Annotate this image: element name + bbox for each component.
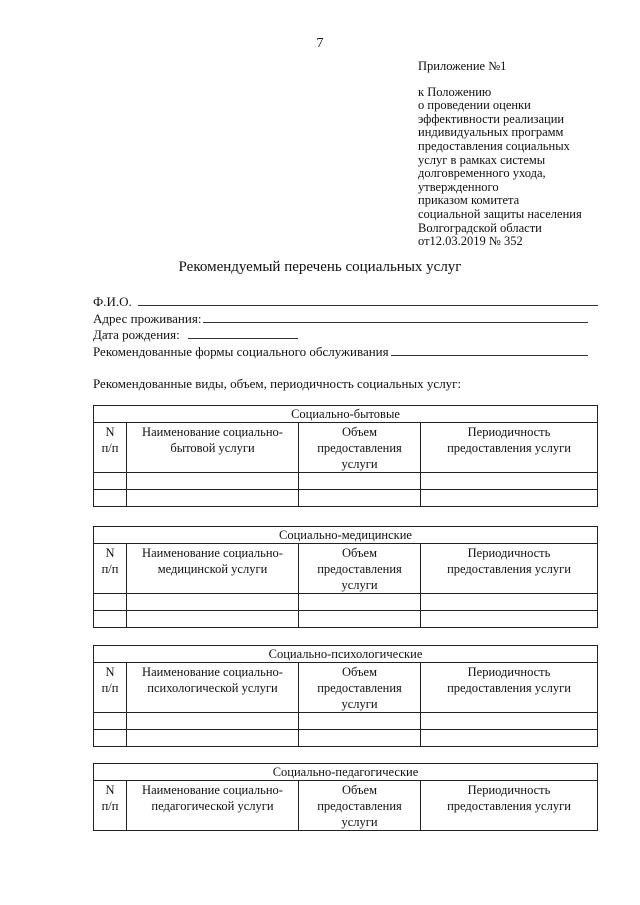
fio-label: Ф.И.О. <box>93 294 132 309</box>
name-header <box>127 423 299 473</box>
table-title: Социально-психологические <box>94 646 598 663</box>
fio-field[interactable] <box>138 294 598 306</box>
period-header-line: Периодичность <box>467 425 551 439</box>
period-header <box>421 663 598 713</box>
period-header-line: предоставления услуги <box>447 441 571 455</box>
fio-row <box>93 294 598 311</box>
table-cell[interactable] <box>127 473 299 490</box>
table-cell[interactable] <box>421 730 598 747</box>
page-number: 7 <box>316 36 324 51</box>
period-header-line: предоставления услуги <box>447 681 571 695</box>
address-row <box>93 311 598 328</box>
forms-field[interactable] <box>391 344 588 356</box>
num-header-line: п/п <box>101 441 119 455</box>
appendix-line: эффективности реализации <box>418 111 565 126</box>
address-label: Адрес проживания: <box>93 310 202 326</box>
period-header-line: предоставления услуги <box>447 799 571 813</box>
period-header-line: предоставления услуги <box>447 562 571 576</box>
birth-date-label: Дата рождения: <box>93 327 180 342</box>
appendix-line: предоставления социальных <box>418 138 570 153</box>
appendix-title: Приложение №1 <box>418 59 507 73</box>
table-cell[interactable] <box>421 713 598 730</box>
volume-header-line: предоставления <box>317 562 402 576</box>
table-row <box>94 611 598 628</box>
volume-header-line: предоставления <box>317 441 402 455</box>
table-cell[interactable] <box>299 594 421 611</box>
table-cell[interactable] <box>127 611 299 628</box>
name-header-line: бытовой услуги <box>170 441 255 455</box>
volume-header-line: предоставления <box>317 681 402 695</box>
kinds-label: Рекомендованные виды, объем, периодичность социальных услуг: <box>93 376 462 391</box>
appendix-line: приказом комитета <box>418 193 520 208</box>
services-table-medical <box>93 526 598 628</box>
table-title: Социально-педагогические <box>94 764 598 781</box>
appendix-line: услуг в рамках системы <box>418 152 546 167</box>
period-header-line: Периодичность <box>467 546 551 560</box>
table-cell[interactable] <box>299 611 421 628</box>
name-header-line: Наименование социально- <box>142 425 283 439</box>
volume-header-line: Объем <box>342 783 377 797</box>
period-header <box>421 423 598 473</box>
volume-header <box>299 663 421 713</box>
num-header <box>94 423 127 473</box>
num-header-line: п/п <box>101 562 119 576</box>
table-row <box>94 473 598 490</box>
table-cell[interactable] <box>94 611 127 628</box>
volume-header <box>299 423 421 473</box>
period-header <box>421 781 598 831</box>
appendix-block <box>418 60 623 249</box>
forms-row <box>93 344 598 361</box>
services-table-household <box>93 405 598 507</box>
birth-date-row <box>93 327 598 344</box>
table-row <box>94 713 598 730</box>
appendix-line: Волгоградской области <box>418 220 542 235</box>
table-cell[interactable] <box>94 730 127 747</box>
num-header-line: п/п <box>101 681 119 695</box>
table-cell[interactable] <box>299 490 421 507</box>
num-header-line: п/п <box>101 799 119 813</box>
table-cell[interactable] <box>299 713 421 730</box>
volume-header-line: Объем <box>342 665 377 679</box>
table-cell[interactable] <box>127 490 299 507</box>
table-cell[interactable] <box>421 490 598 507</box>
personal-fields <box>93 294 598 360</box>
period-header-line: Периодичность <box>467 665 551 679</box>
table-cell[interactable] <box>299 473 421 490</box>
table-title: Социально-бытовые <box>94 406 598 423</box>
appendix-line: индивидуальных программ <box>418 125 564 140</box>
appendix-line: о проведении оценки <box>418 98 531 113</box>
address-field[interactable] <box>203 311 588 323</box>
volume-header-line: услуги <box>341 457 378 471</box>
table-cell[interactable] <box>94 473 127 490</box>
document-title: Рекомендуемый перечень социальных услуг <box>178 259 462 275</box>
num-header-line: N <box>105 546 115 560</box>
volume-header-line: Объем <box>342 546 377 560</box>
num-header-line: N <box>105 783 115 797</box>
table-row <box>94 490 598 507</box>
name-header-line: Наименование социально- <box>142 665 283 679</box>
table-cell[interactable] <box>127 594 299 611</box>
appendix-line: социальной защиты населения <box>418 206 582 221</box>
table-cell[interactable] <box>94 490 127 507</box>
num-header <box>94 544 127 594</box>
period-header <box>421 544 598 594</box>
table-cell[interactable] <box>94 713 127 730</box>
appendix-text <box>418 86 623 249</box>
name-header <box>127 663 299 713</box>
name-header-line: медицинской услуги <box>157 562 268 576</box>
forms-label: Рекомендованные формы социального обслуживания <box>93 343 389 359</box>
table-row <box>94 594 598 611</box>
name-header-line: Наименование социально- <box>142 546 283 560</box>
table-cell[interactable] <box>421 473 598 490</box>
table-cell[interactable] <box>299 730 421 747</box>
num-header-line: N <box>105 665 115 679</box>
appendix-line: от12.03.2019 № 352 <box>418 234 523 249</box>
volume-header-line: услуги <box>341 815 378 829</box>
appendix-line: утвержденного <box>418 179 499 194</box>
period-header-line: Периодичность <box>467 783 551 797</box>
volume-header <box>299 781 421 831</box>
appendix-line: к Положению <box>418 84 492 99</box>
volume-header <box>299 544 421 594</box>
name-header-line: Наименование социально- <box>142 783 283 797</box>
table-cell[interactable] <box>127 713 299 730</box>
table-cell[interactable] <box>421 611 598 628</box>
appendix-line: долговременного ухода, <box>418 166 546 181</box>
name-header <box>127 544 299 594</box>
table-title: Социально-медицинские <box>94 527 598 544</box>
name-header-line: педагогической услуги <box>151 799 274 813</box>
num-header <box>94 663 127 713</box>
table-cell[interactable] <box>421 594 598 611</box>
volume-header-line: услуги <box>341 697 378 711</box>
volume-header-line: Объем <box>342 425 377 439</box>
table-row <box>94 730 598 747</box>
num-header <box>94 781 127 831</box>
table-cell[interactable] <box>94 594 127 611</box>
services-table-pedagogical <box>93 763 598 831</box>
services-table-psychological <box>93 645 598 747</box>
name-header <box>127 781 299 831</box>
num-header-line: N <box>105 425 115 439</box>
volume-header-line: предоставления <box>317 799 402 813</box>
table-cell[interactable] <box>127 730 299 747</box>
volume-header-line: услуги <box>341 578 378 592</box>
birth-date-field[interactable] <box>188 327 298 339</box>
name-header-line: психологической услуги <box>147 681 278 695</box>
